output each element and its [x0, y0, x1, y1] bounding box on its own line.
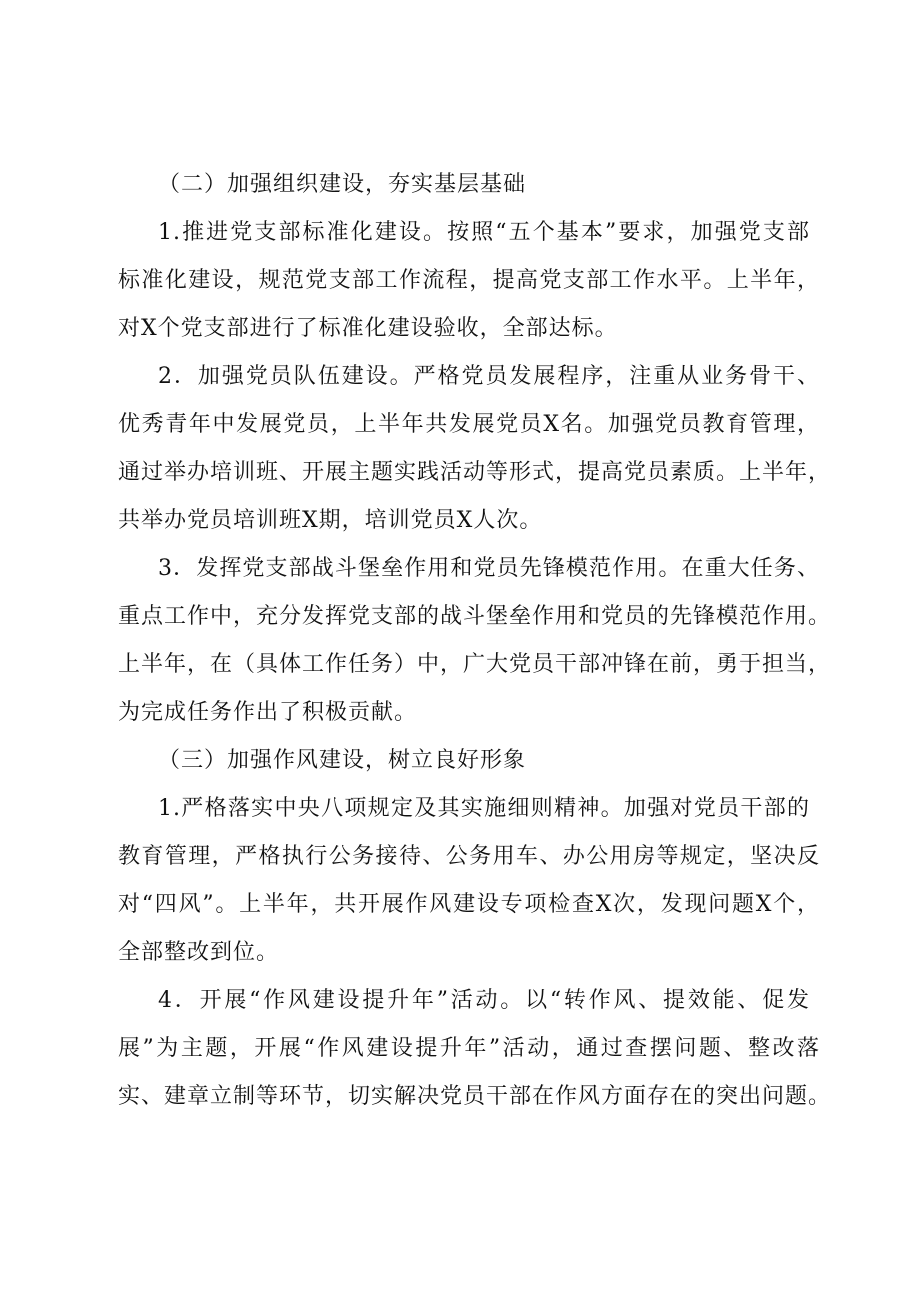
paragraph-line: 为完成任务作出了积极贡献。	[118, 700, 418, 725]
paragraph-line: 对X个党支部进行了标准化建设验收，全部达标。	[118, 316, 618, 341]
paragraph-line: 1.推进党支部标准化建设。按照“五个基本”要求，加强党支部	[158, 220, 810, 245]
paragraph-line: 重点工作中，充分发挥党支部的战斗堡垒作用和党员的先锋模范作用。	[118, 604, 832, 629]
paragraph-line: 通过举办培训班、开展主题实践活动等形式，提高党员素质。上半年，	[118, 460, 832, 485]
paragraph-line: 1.严格落实中央八项规定及其实施细则精神。加强对党员干部的	[158, 796, 810, 821]
paragraph-line: 展”为主题，开展“作风建设提升年”活动，通过查摆问题、整改落	[118, 1036, 820, 1061]
paragraph-line: 上半年，在（具体工作任务）中，广大党员干部冲锋在前，勇于担当，	[118, 652, 832, 677]
paragraph-line: 全部整改到位。	[118, 940, 280, 965]
paragraph-line: 优秀青年中发展党员，上半年共发展党员X名。加强党员教育管理，	[118, 412, 820, 437]
paragraph-line: 教育管理，严格执行公务接待、公务用车、办公用房等规定，坚决反	[118, 844, 820, 869]
paragraph-line: 对“四风”。上半年，共开展作风建设专项检查X次，发现问题X个，	[118, 892, 820, 917]
paragraph-line: 标准化建设，规范党支部工作流程，提高党支部工作水平。上半年，	[118, 268, 820, 293]
paragraph-line: 实、建章立制等环节，切实解决党员干部在作风方面存在的突出问题。	[118, 1084, 832, 1109]
paragraph-line: 4．开展“作风建设提升年”活动。以“转作风、提效能、促发	[158, 988, 810, 1013]
paragraph-line: 2．加强党员队伍建设。严格党员发展程序，注重从业务骨干、	[158, 364, 820, 389]
section-heading-work-style: （三）加强作风建设，树立良好形象	[158, 748, 527, 773]
section-heading-organization: （二）加强组织建设，夯实基层基础	[158, 172, 527, 197]
paragraph-line: 3．发挥党支部战斗堡垒作用和党员先锋模范作用。在重大任务、	[158, 556, 820, 581]
paragraph-line: 共举办党员培训班X期，培训党员X人次。	[118, 508, 543, 533]
